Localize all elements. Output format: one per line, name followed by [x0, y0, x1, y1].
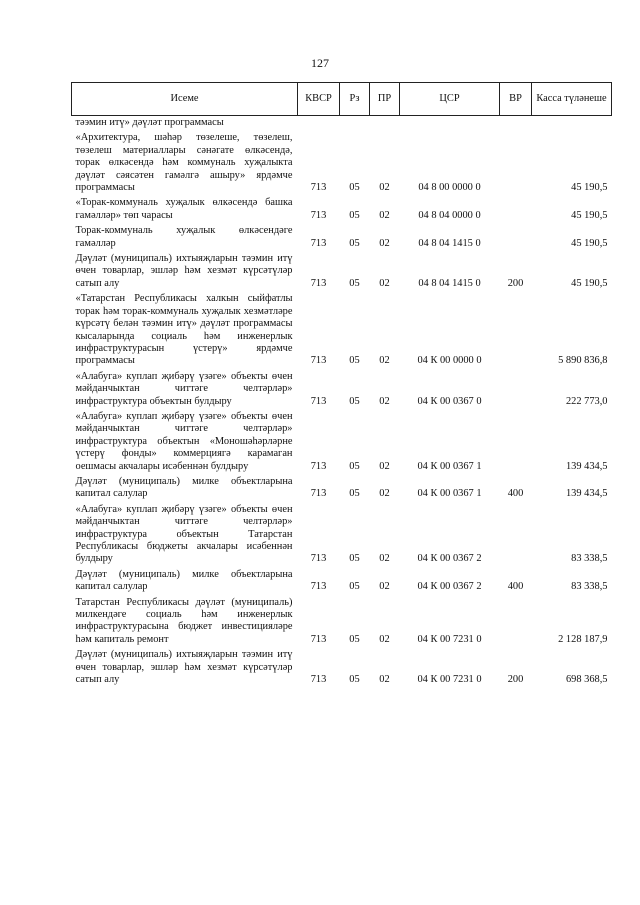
cell-amount: 2 128 187,9	[558, 633, 608, 645]
cell-kvsr: 713	[310, 209, 327, 221]
cell-rz: 05	[349, 277, 360, 289]
cell-rz: 05	[349, 460, 360, 472]
table-row	[72, 196, 612, 224]
cell-name: «Алабуга» куплап җибәрү үзәге» объекты өчен мәйданчыктан читтәге челтәрләр» инфраструктура объектын «Моношәһәрләрне үстерү фонды» коммерциягә карамаган оешмасы акчалары исәбеннән булдыру	[75, 410, 293, 472]
cell-amount: 5 890 836,8	[558, 355, 608, 367]
cell-name: Татарстан Республикасы дәүләт (муниципаль) милкендәге социаль һәм инженерлык инфраструктурасына бюджет инвестицияләре һәм капиталь ремонт	[75, 596, 293, 645]
cell-amount: 83 338,5	[571, 553, 608, 565]
cell-vr	[500, 410, 532, 475]
cell-rz: 05	[349, 182, 360, 194]
cell-amount: 698 368,5	[565, 674, 608, 686]
table-row	[72, 370, 612, 410]
cell-vr	[500, 292, 532, 369]
cell-kvsr	[298, 116, 340, 132]
page-number: 127	[311, 56, 329, 70]
cell-csr	[400, 116, 500, 132]
cell-amount: 45 190,5	[571, 237, 608, 249]
cell-amount: 222 773,0	[565, 395, 608, 407]
cell-amount: 45 190,5	[571, 182, 608, 194]
cell-vr	[500, 131, 532, 196]
table-body	[72, 116, 612, 689]
cell-vr: 400	[507, 581, 524, 593]
cell-pr: 02	[379, 488, 390, 500]
cell-csr: 04 8 04 1415 0	[418, 277, 481, 289]
table-row	[72, 596, 612, 649]
cell-kvsr: 713	[310, 553, 327, 565]
cell-name: тәэмин итү» дәүләт программасы	[75, 117, 224, 128]
table-row	[72, 410, 612, 475]
cell-csr: 04 К 00 0367 1	[417, 460, 482, 472]
cell-csr: 04 8 04 0000 0	[418, 209, 481, 221]
cell-vr	[500, 370, 532, 410]
cell-name: «Татарстан Республикасы халкын сыйфатлы торак һәм торак-коммуналь хуҗалык хезмәтләре күрсәтү белән тәэмин итү» дәүләт программасы кысаларында социаль һәм инженерлык инфраструктурасын үстерү» ярдәмче программасы	[75, 293, 293, 367]
table-row	[72, 648, 612, 688]
cell-pr: 02	[379, 674, 390, 686]
cell-name: «Алабуга» куплап җибәрү үзәге» объекты өчен мәйданчыктан читтәге челтәрләр» инфраструктура объектын Татарстан Республикасы бюджеты акчалары исәбеннән булдыру	[75, 503, 293, 565]
cell-rz: 05	[349, 633, 360, 645]
header-rz: Рз	[340, 83, 370, 116]
cell-name: Дәүләт (муниципаль) милке объектларына капитал салулар	[75, 475, 293, 500]
cell-rz: 05	[349, 553, 360, 565]
cell-csr: 04 К 00 7231 0	[417, 633, 482, 645]
cell-csr: 04 К 00 7231 0	[417, 674, 482, 686]
cell-rz	[340, 116, 370, 132]
table-row	[72, 224, 612, 252]
cell-vr	[500, 196, 532, 224]
header-kvsr: КВСР	[298, 83, 340, 116]
cell-amount: 45 190,5	[571, 277, 608, 289]
cell-rz: 05	[349, 237, 360, 249]
table-row	[72, 568, 612, 596]
cell-amount: 139 434,5	[565, 460, 608, 472]
table-row	[72, 116, 612, 132]
cell-amount: 45 190,5	[571, 209, 608, 221]
cell-pr: 02	[379, 277, 390, 289]
cell-kvsr: 713	[310, 237, 327, 249]
table-row	[72, 475, 612, 503]
cell-pr: 02	[379, 460, 390, 472]
cell-name: «Алабуга» куплап җибәрү үзәге» объекты өчен мәйданчыктан читтәге челтәрләр» инфраструктура объектын булдыру	[75, 370, 293, 407]
cell-name: «Торак-коммуналь хуҗалык өлкәсендә башка гамәлләр» төп чарасы	[75, 197, 293, 221]
cell-csr: 04 К 00 0000 0	[417, 355, 482, 367]
cell-vr: 400	[507, 488, 524, 500]
cell-rz: 05	[349, 581, 360, 593]
cell-rz: 05	[349, 355, 360, 367]
cell-amount: 139 434,5	[565, 488, 608, 500]
cell-pr: 02	[379, 395, 390, 407]
cell-kvsr: 713	[310, 460, 327, 472]
cell-vr	[500, 596, 532, 649]
table-row	[72, 252, 612, 292]
cell-pr: 02	[379, 633, 390, 645]
cell-pr: 02	[379, 182, 390, 194]
cell-pr: 02	[379, 209, 390, 221]
header-pr: ПР	[370, 83, 400, 116]
cell-csr: 04 К 00 0367 2	[417, 581, 482, 593]
cell-rz: 05	[349, 395, 360, 407]
cell-kvsr: 713	[310, 355, 327, 367]
header-name: Исеме	[72, 83, 298, 116]
cell-csr: 04 К 00 0367 1	[417, 488, 482, 500]
cell-kvsr: 713	[310, 674, 327, 686]
table-header	[72, 83, 612, 116]
cell-csr: 04 8 00 0000 0	[418, 182, 481, 194]
cell-vr: 200	[507, 277, 524, 289]
cell-name: Дәүләт (муниципаль) ихтыяҗларын тәэмин итү өчен товарлар, эшләр һәм хезмәт күрсәтүләр сатып алу	[75, 649, 293, 686]
cell-kvsr: 713	[310, 395, 327, 407]
cell-kvsr: 713	[310, 277, 327, 289]
cell-pr	[370, 116, 400, 132]
cell-vr	[500, 116, 532, 132]
cell-name: Дәүләт (муниципаль) ихтыяҗларын тәэмин итү өчен товарлар, эшләр һәм хезмәт күрсәтүләр сатып алу	[75, 253, 293, 289]
cell-name: «Архитектура, шәһәр төзелеше, төзелеш, төзелеш материаллары сәнәгате өлкәсендә, торак өлкәсендә һәм коммуналь хуҗалыкта дәүләт сәясәтен гамәлгә ашыру» ярдәмче программасы	[75, 132, 293, 194]
cell-vr: 200	[507, 674, 524, 686]
cell-vr	[500, 503, 532, 568]
cell-rz: 05	[349, 674, 360, 686]
budget-table	[71, 82, 612, 688]
table-row	[72, 292, 612, 369]
cell-csr: 04 К 00 0367 0	[417, 395, 482, 407]
cell-amount: 83 338,5	[571, 581, 608, 593]
header-vr: ВР	[500, 83, 532, 116]
cell-csr: 04 К 00 0367 2	[417, 553, 482, 565]
header-csr: ЦСР	[400, 83, 500, 116]
cell-pr: 02	[379, 553, 390, 565]
cell-rz: 05	[349, 488, 360, 500]
cell-kvsr: 713	[310, 581, 327, 593]
table-row	[72, 503, 612, 568]
cell-pr: 02	[379, 355, 390, 367]
cell-rz: 05	[349, 209, 360, 221]
cell-pr: 02	[379, 237, 390, 249]
cell-vr	[500, 224, 532, 252]
cell-kvsr: 713	[310, 182, 327, 194]
cell-name: Дәүләт (муниципаль) милке объектларына капитал салулар	[75, 568, 293, 593]
cell-kvsr: 713	[310, 488, 327, 500]
cell-name: Торак-коммуналь хуҗалык өлкәсендәге гамәлләр	[75, 225, 293, 249]
cell-pr: 02	[379, 581, 390, 593]
header-kassa: Касса түләнеше	[532, 83, 612, 116]
table-row	[72, 131, 612, 196]
cell-amount	[532, 116, 612, 132]
cell-kvsr: 713	[310, 633, 327, 645]
cell-csr: 04 8 04 1415 0	[418, 237, 481, 249]
